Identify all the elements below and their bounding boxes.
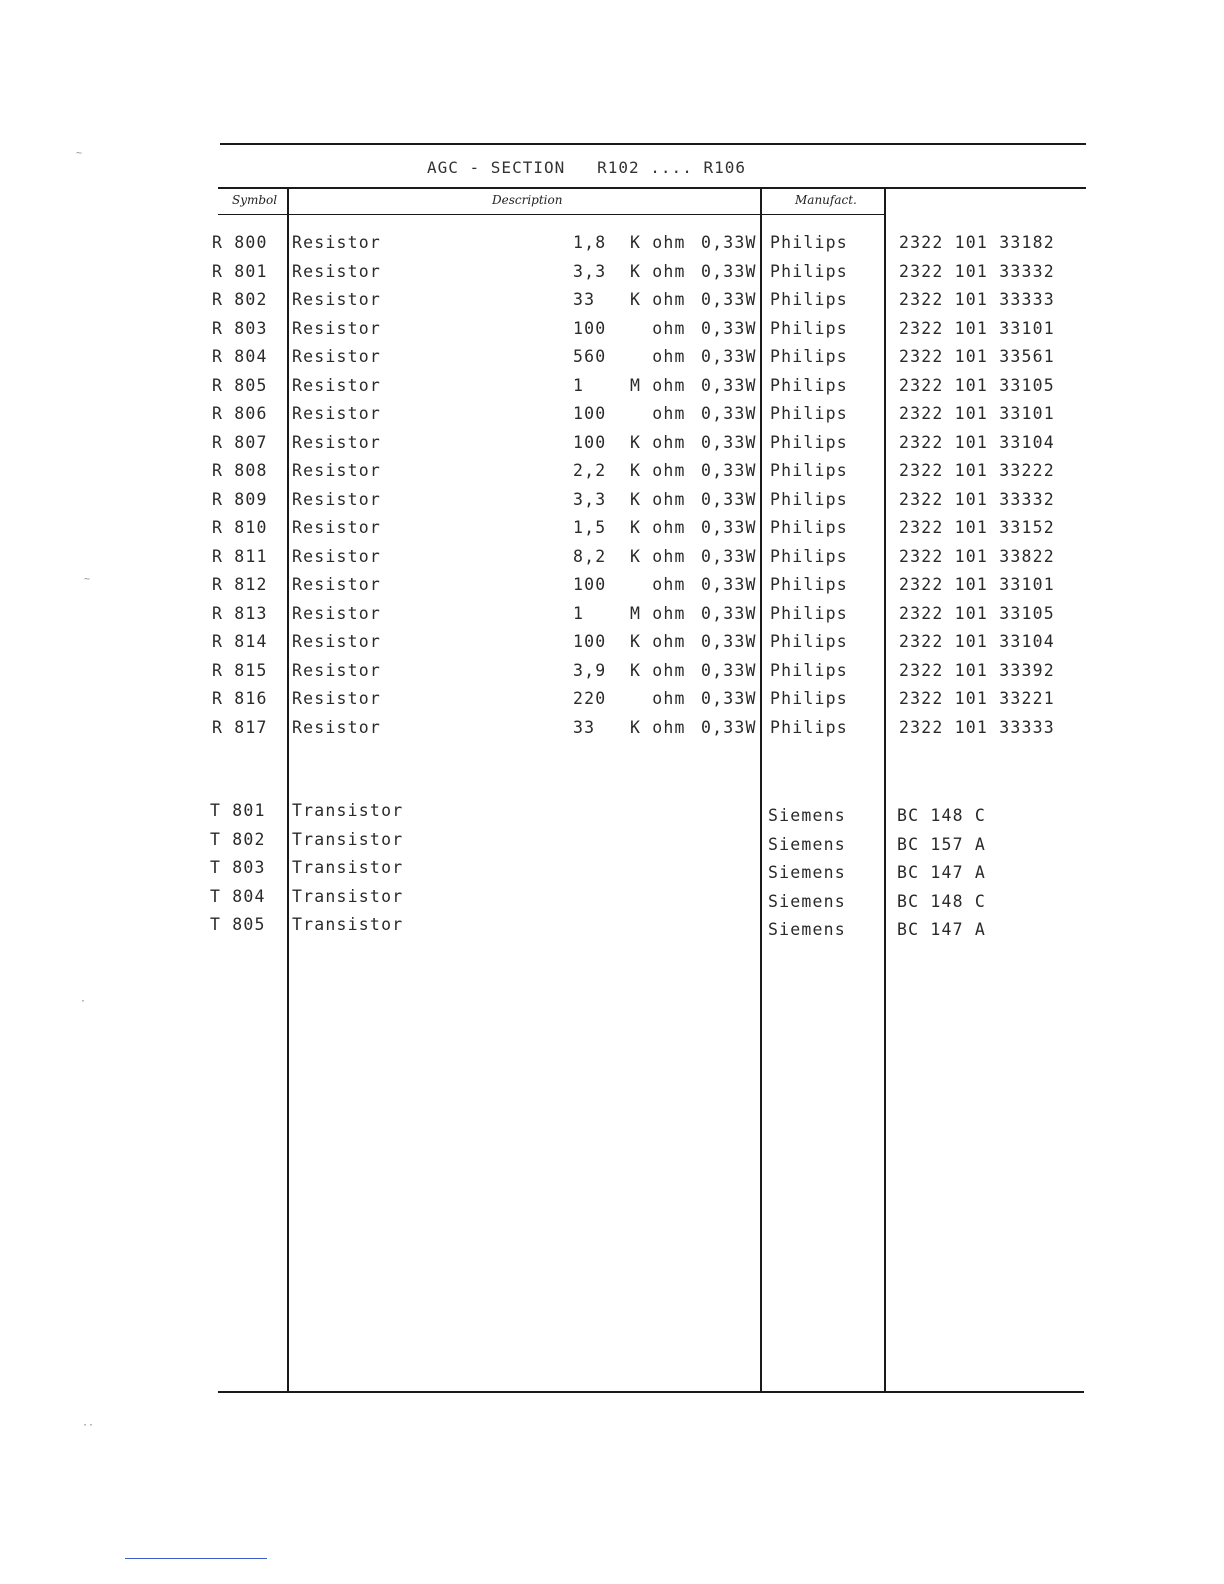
part-description: Resistor <box>292 546 382 566</box>
part-number: 2322 101 33104 <box>899 432 1055 452</box>
part-number: 2322 101 33392 <box>899 660 1055 680</box>
margin-mark: ~ <box>84 574 91 585</box>
part-manufacturer: Philips <box>770 603 848 623</box>
part-symbol: R 812 <box>212 575 268 594</box>
part-symbol: T 804 <box>210 886 266 906</box>
part-value: 2,2 <box>573 461 607 480</box>
part-unit: M ohm <box>630 603 686 623</box>
part-wattage: 0,33W <box>701 432 757 452</box>
part-description: Resistor <box>292 489 382 509</box>
part-number: 2322 101 33105 <box>899 603 1055 623</box>
part-unit: ohm <box>630 347 686 366</box>
part-wattage: 0,33W <box>701 603 757 623</box>
part-unit: K ohm <box>630 546 686 566</box>
part-wattage: 0,33W <box>701 347 757 366</box>
part-description: Resistor <box>292 689 382 708</box>
part-value: 100 <box>573 404 607 423</box>
part-symbol: R 817 <box>212 717 268 737</box>
part-wattage: 0,33W <box>701 632 757 651</box>
part-value: 560 <box>573 347 607 366</box>
part-value: 1,5 <box>573 518 607 537</box>
part-manufacturer: Philips <box>770 518 848 537</box>
table-row <box>212 661 1072 689</box>
part-number: 2322 101 33333 <box>899 290 1055 309</box>
part-wattage: 0,33W <box>701 489 757 509</box>
part-symbol: R 800 <box>212 233 268 252</box>
part-unit: K ohm <box>630 660 686 680</box>
part-value: 3,9 <box>573 660 607 680</box>
part-unit: K ohm <box>630 518 686 537</box>
part-value: 100 <box>573 318 607 338</box>
part-manufacturer: Philips <box>770 632 848 651</box>
part-number: BC 148 C <box>897 891 987 911</box>
part-value: 100 <box>573 575 607 594</box>
part-value: 100 <box>573 432 607 452</box>
table-row <box>212 433 1072 461</box>
part-manufacturer: Philips <box>770 290 848 309</box>
part-description: Resistor <box>292 461 382 480</box>
part-manufacturer: Siemens <box>768 891 846 911</box>
part-description: Resistor <box>292 347 382 366</box>
part-symbol: R 803 <box>212 318 268 338</box>
part-unit: K ohm <box>630 632 686 651</box>
part-number: 2322 101 33152 <box>899 518 1055 537</box>
part-manufacturer: Philips <box>770 375 848 395</box>
part-wattage: 0,33W <box>701 404 757 423</box>
part-manufacturer: Philips <box>770 546 848 566</box>
part-number: 2322 101 33104 <box>899 632 1055 651</box>
header-description: Description <box>492 193 563 207</box>
part-number: 2322 101 33332 <box>899 489 1055 509</box>
part-description: Resistor <box>292 660 382 680</box>
header-manufacturer: Manufact. <box>795 193 857 207</box>
table-row <box>212 233 1072 261</box>
part-manufacturer: Philips <box>770 575 848 594</box>
part-description: Transistor <box>292 886 404 906</box>
table-row <box>212 718 1072 746</box>
part-value: 3,3 <box>573 261 607 281</box>
part-wattage: 0,33W <box>701 518 757 537</box>
part-number: BC 147 A <box>897 920 987 939</box>
part-unit: ohm <box>630 318 686 338</box>
table-row <box>210 887 1070 915</box>
part-number: 2322 101 33182 <box>899 233 1055 252</box>
table-row <box>212 290 1072 318</box>
part-wattage: 0,33W <box>701 290 757 309</box>
part-unit: K ohm <box>630 717 686 737</box>
part-description: Resistor <box>292 603 382 623</box>
part-number: BC 147 A <box>897 863 987 882</box>
part-number: BC 148 C <box>897 806 987 825</box>
part-symbol: R 810 <box>212 518 268 537</box>
part-wattage: 0,33W <box>701 375 757 395</box>
part-number: 2322 101 33101 <box>899 404 1055 423</box>
part-description: Resistor <box>292 432 382 452</box>
part-description: Resistor <box>292 518 382 537</box>
part-symbol: R 802 <box>212 290 268 309</box>
table-row <box>210 801 1070 829</box>
part-unit: ohm <box>630 404 686 423</box>
part-manufacturer: Siemens <box>768 920 846 939</box>
part-value: 1 <box>573 375 585 395</box>
part-manufacturer: Siemens <box>768 806 846 825</box>
part-manufacturer: Philips <box>770 233 848 252</box>
table-row <box>212 575 1072 603</box>
part-manufacturer: Philips <box>770 489 848 509</box>
part-symbol: R 801 <box>212 261 268 281</box>
part-number: 2322 101 33101 <box>899 575 1055 594</box>
part-manufacturer: Philips <box>770 404 848 423</box>
part-number: 2322 101 33822 <box>899 546 1055 566</box>
part-value: 220 <box>573 689 607 708</box>
table-row <box>212 319 1072 347</box>
table-row <box>212 461 1072 489</box>
part-wattage: 0,33W <box>701 261 757 281</box>
part-description: Transistor <box>292 915 404 934</box>
part-description: Resistor <box>292 404 382 423</box>
part-manufacturer: Philips <box>770 347 848 366</box>
part-symbol: R 813 <box>212 603 268 623</box>
part-value: 1 <box>573 603 585 623</box>
part-manufacturer: Philips <box>770 432 848 452</box>
part-symbol: R 806 <box>212 404 268 423</box>
part-value: 1,8 <box>573 233 607 252</box>
table-row <box>212 518 1072 546</box>
margin-mark: ·· <box>82 1420 95 1431</box>
table-row <box>212 347 1072 375</box>
part-symbol: R 809 <box>212 489 268 509</box>
part-wattage: 0,33W <box>701 575 757 594</box>
part-value: 33 <box>573 290 596 309</box>
header-symbol: Symbol <box>232 193 278 207</box>
part-unit: ohm <box>630 575 686 594</box>
table-row <box>212 632 1072 660</box>
part-description: Transistor <box>292 829 404 849</box>
part-symbol: R 816 <box>212 689 268 708</box>
part-unit: K ohm <box>630 261 686 281</box>
part-description: Resistor <box>292 632 382 651</box>
part-number: 2322 101 33222 <box>899 461 1055 480</box>
table-row <box>212 604 1072 632</box>
part-symbol: T 803 <box>210 858 266 877</box>
header-bottom-rule <box>218 214 886 215</box>
part-value: 33 <box>573 717 596 737</box>
table-row <box>212 376 1072 404</box>
part-number: 2322 101 33332 <box>899 261 1055 281</box>
part-symbol: R 815 <box>212 660 268 680</box>
part-description: Resistor <box>292 375 382 395</box>
table-row <box>210 858 1070 886</box>
part-description: Resistor <box>292 575 382 594</box>
part-number: 2322 101 33561 <box>899 347 1055 366</box>
part-value: 3,3 <box>573 489 607 509</box>
part-unit: M ohm <box>630 375 686 395</box>
margin-mark: ~ <box>76 148 83 159</box>
bottom-rule <box>218 1391 1084 1393</box>
part-wattage: 0,33W <box>701 318 757 338</box>
part-number: 2322 101 33105 <box>899 375 1055 395</box>
part-symbol: T 802 <box>210 829 266 849</box>
part-symbol: R 804 <box>212 347 268 366</box>
section-title: AGC - SECTION R102 .... R106 <box>427 158 746 177</box>
part-number: 2322 101 33333 <box>899 717 1055 737</box>
table-row <box>212 404 1072 432</box>
part-description: Transistor <box>292 858 404 877</box>
part-manufacturer: Siemens <box>768 834 846 854</box>
part-symbol: R 808 <box>212 461 268 480</box>
part-unit: ohm <box>630 689 686 708</box>
part-unit: K ohm <box>630 233 686 252</box>
part-unit: K ohm <box>630 461 686 480</box>
part-manufacturer: Philips <box>770 461 848 480</box>
part-unit: K ohm <box>630 432 686 452</box>
part-manufacturer: Siemens <box>768 863 846 882</box>
part-manufacturer: Philips <box>770 689 848 708</box>
part-wattage: 0,33W <box>701 717 757 737</box>
part-wattage: 0,33W <box>701 461 757 480</box>
top-rule <box>220 143 1086 145</box>
part-manufacturer: Philips <box>770 261 848 281</box>
part-wattage: 0,33W <box>701 660 757 680</box>
part-symbol: T 801 <box>210 801 266 820</box>
part-number: 2322 101 33221 <box>899 689 1055 708</box>
part-value: 100 <box>573 632 607 651</box>
part-description: Resistor <box>292 318 382 338</box>
part-description: Transistor <box>292 801 404 820</box>
part-unit: K ohm <box>630 290 686 309</box>
part-wattage: 0,33W <box>701 233 757 252</box>
table-row <box>212 689 1072 717</box>
part-manufacturer: Philips <box>770 717 848 737</box>
part-description: Resistor <box>292 290 382 309</box>
part-wattage: 0,33W <box>701 546 757 566</box>
header-top-rule <box>218 187 1086 189</box>
part-description: Resistor <box>292 233 382 252</box>
part-number: 2322 101 33101 <box>899 318 1055 338</box>
part-description: Resistor <box>292 717 382 737</box>
footer-underline <box>125 1558 267 1559</box>
table-row <box>210 830 1070 858</box>
part-symbol: R 814 <box>212 632 268 651</box>
part-description: Resistor <box>292 261 382 281</box>
part-value: 8,2 <box>573 546 607 566</box>
part-number: BC 157 A <box>897 834 987 854</box>
table-row <box>212 262 1072 290</box>
part-manufacturer: Philips <box>770 660 848 680</box>
part-symbol: R 807 <box>212 432 268 452</box>
margin-mark: · <box>80 996 87 1007</box>
part-unit: K ohm <box>630 489 686 509</box>
part-symbol: R 811 <box>212 546 268 566</box>
part-symbol: T 805 <box>210 915 266 934</box>
table-row <box>212 547 1072 575</box>
table-row <box>212 490 1072 518</box>
table-row <box>210 915 1070 943</box>
part-symbol: R 805 <box>212 375 268 395</box>
part-wattage: 0,33W <box>701 689 757 708</box>
part-manufacturer: Philips <box>770 318 848 338</box>
